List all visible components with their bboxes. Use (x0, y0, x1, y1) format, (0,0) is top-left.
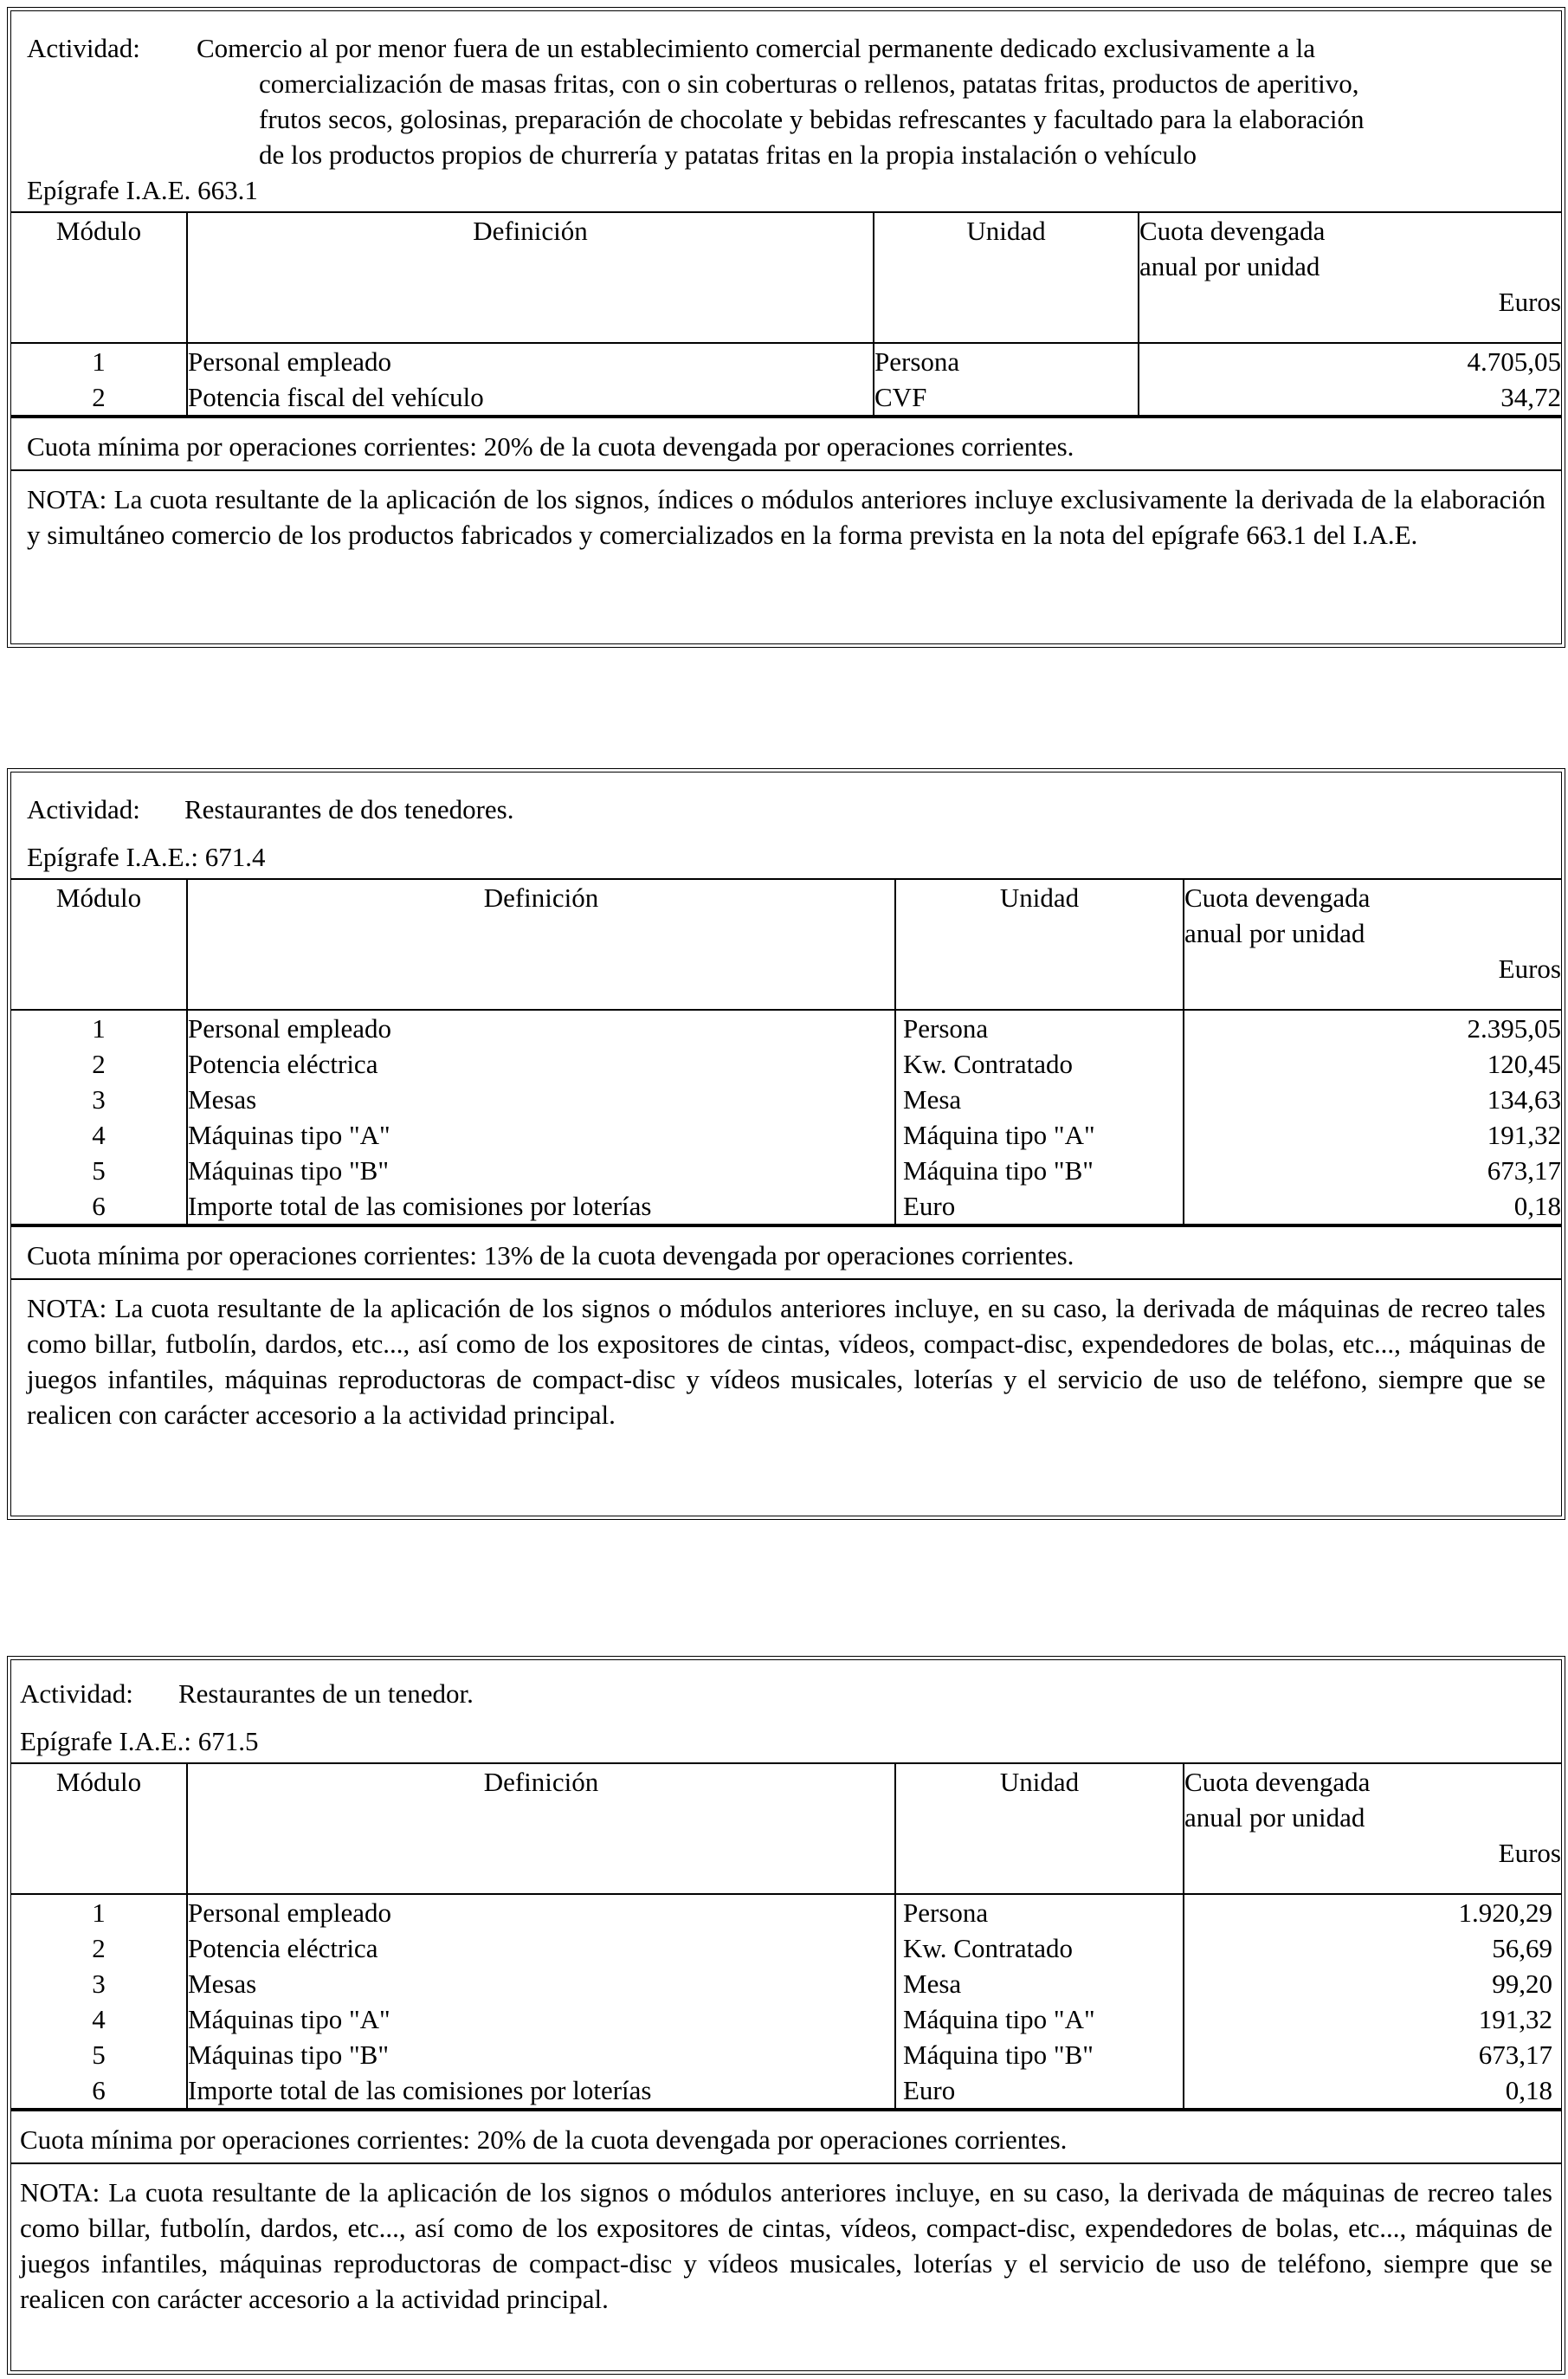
activity-text (197, 30, 1545, 172)
cell-unidad: Kw. Contratado (903, 1049, 1074, 1079)
modules-table (11, 213, 1561, 417)
activity-label: Actividad: (27, 794, 140, 824)
cell-modulo: 4 (92, 2004, 106, 2034)
table-body-row (11, 1010, 1561, 1225)
cuota-minima: Cuota mínima por operaciones corrientes: 13% de la cuota devengada por operaciones corrientes. (11, 1225, 1561, 1280)
col-cuota (1184, 1010, 1561, 1225)
activity-text (184, 792, 1545, 827)
module-block-663-1 (7, 7, 1565, 648)
col-definicion (187, 1010, 895, 1225)
module-block-671-5 (7, 1656, 1565, 2375)
cell-modulo: 4 (92, 1120, 106, 1150)
module-block-inner (10, 1659, 1562, 2371)
col-definicion (187, 1894, 895, 2109)
cell-definicion: Importe total de las comisiones por loterías (188, 2075, 652, 2105)
cell-modulo: 5 (92, 2040, 106, 2070)
col-cuota (1184, 1894, 1561, 2109)
col-modulo (11, 1010, 187, 1225)
header-modulo: Módulo (11, 1764, 187, 1894)
header-cuota-line1: Cuota devengada (1184, 882, 1371, 913)
cell-definicion: Potencia fiscal del vehículo (188, 382, 484, 412)
cell-definicion: Máquinas tipo "B" (188, 1155, 389, 1186)
header-cuota-line1: Cuota devengada (1184, 1767, 1371, 1797)
cell-unidad: Persona (903, 1897, 989, 1928)
cell-modulo: 6 (92, 1191, 106, 1221)
activity-header (11, 11, 1561, 213)
cell-modulo: 6 (92, 2075, 106, 2105)
header-modulo: Módulo (11, 213, 187, 343)
col-modulo (11, 343, 187, 416)
cuota-minima: Cuota mínima por operaciones corrientes: 20% de la cuota devengada por operaciones corrientes. (11, 417, 1561, 471)
modules-table (11, 880, 1561, 1225)
activity-row (20, 1676, 1552, 1711)
activity-line: Restaurantes de dos tenedores. (184, 794, 514, 824)
header-definicion: Definición (187, 880, 895, 1010)
cuota-minima: Cuota mínima por operaciones corrientes: 20% de la cuota devengada por operaciones corrientes. (11, 2110, 1561, 2164)
cell-cuota: 191,32 (1478, 2004, 1552, 2034)
cell-unidad: Euro (903, 2075, 956, 2105)
header-unidad: Unidad (895, 1764, 1184, 1894)
cell-unidad: Persona (903, 1013, 989, 1044)
activity-line: comercialización de masas fritas, con o sin coberturas o rellenos, patatas fritas, productos de aperitivo, (259, 68, 1359, 99)
cell-unidad: Kw. Contratado (903, 1933, 1074, 1963)
epigrafe: Epígrafe I.A.E.: 671.4 (27, 842, 266, 872)
activity-row (27, 792, 1545, 827)
cell-cuota: 134,63 (1487, 1084, 1561, 1115)
activity-header (11, 1660, 1561, 1764)
cell-cuota: 56,69 (1492, 1933, 1552, 1963)
nota: NOTA: La cuota resultante de la aplicación de los signos o módulos anteriores incluye, en su caso, la derivada de máquinas de recreo tales como billar, futbolín, dardos, etc..., así como de los expositores de cintas, vídeos, compact-disc, expendedores de bolas, etc..., máquinas de juegos infantiles, máquinas reproductoras de compact-disc y vídeos musicales, loterías y el servicio de uso de teléfono, siempre que se realicen con carácter accesorio a la actividad principal. (20, 2177, 1552, 2314)
col-unidad (895, 1894, 1184, 2109)
cell-cuota: 0,18 (1505, 2075, 1552, 2105)
header-cuota (1184, 880, 1561, 1010)
epigrafe: Epígrafe I.A.E.: 671.5 (20, 1726, 259, 1756)
activity-header (11, 773, 1561, 880)
cell-modulo: 1 (92, 1897, 106, 1928)
cell-cuota: 4.705,05 (1467, 346, 1561, 377)
cell-unidad: Mesa (903, 1968, 962, 1999)
header-cuota (1139, 213, 1561, 343)
activity-text (178, 1676, 1552, 1711)
header-cuota-line1: Cuota devengada (1139, 216, 1326, 246)
header-unidad: Unidad (895, 880, 1184, 1010)
nota: NOTA: La cuota resultante de la aplicación de los signos o módulos anteriores incluye, en su caso, la derivada de máquinas de recreo tales como billar, futbolín, dardos, etc..., así como de los expositores de cintas, vídeos, compact-disc, expendedores de bolas, etc..., máquinas de juegos infantiles, máquinas reproductoras de compact-disc y vídeos musicales, loterías y el servicio de uso de teléfono, siempre que se realicen con carácter accesorio a la actividad principal. (27, 1293, 1545, 1430)
header-cuota (1184, 1764, 1561, 1894)
cell-cuota: 673,17 (1487, 1155, 1561, 1186)
col-unidad (895, 1010, 1184, 1225)
activity-label: Actividad: (20, 1678, 133, 1709)
col-modulo (11, 1894, 187, 2109)
cell-definicion: Máquinas tipo "B" (188, 2040, 389, 2070)
activity-label: Actividad: (27, 33, 140, 63)
cell-cuota: 0,18 (1513, 1191, 1561, 1221)
modules-table (11, 1764, 1561, 2110)
cell-definicion: Importe total de las comisiones por loterías (188, 1191, 652, 1221)
cell-modulo: 3 (92, 1084, 106, 1115)
header-euros: Euros (1498, 287, 1561, 317)
table-body-row (11, 1894, 1561, 2109)
cell-cuota: 120,45 (1487, 1049, 1561, 1079)
col-cuota (1139, 343, 1561, 416)
cell-unidad: CVF (874, 382, 927, 412)
cell-definicion: Personal empleado (188, 1013, 392, 1044)
cell-modulo: 2 (92, 1933, 106, 1963)
module-block-inner (10, 772, 1562, 1516)
activity-line: frutos secos, golosinas, preparación de chocolate y bebidas refrescantes y facultado para la elaboración (259, 104, 1365, 134)
cell-cuota: 34,72 (1500, 382, 1561, 412)
cell-cuota: 673,17 (1478, 2040, 1552, 2070)
cell-definicion: Mesas (188, 1968, 257, 1999)
table-header-row (11, 213, 1561, 343)
cell-definicion: Personal empleado (188, 1897, 392, 1928)
header-euros: Euros (1498, 1838, 1561, 1868)
table-header-row (11, 880, 1561, 1010)
cell-cuota: 2.395,05 (1467, 1013, 1561, 1044)
cell-definicion: Potencia eléctrica (188, 1933, 378, 1963)
nota: NOTA: La cuota resultante de la aplicación de los signos, índices o módulos anteriores incluye exclusivamente la derivada de la elaboración y simultáneo comercio de los productos fabricados y comercializados en la forma prevista en la nota del epígrafe 663.1 del I.A.E. (27, 484, 1545, 550)
cell-definicion: Mesas (188, 1084, 257, 1115)
cell-definicion: Potencia eléctrica (188, 1049, 378, 1079)
cell-cuota: 191,32 (1487, 1120, 1561, 1150)
header-unidad: Unidad (874, 213, 1139, 343)
header-definicion: Definición (187, 1764, 895, 1894)
header-modulo: Módulo (11, 880, 187, 1010)
table-header-row (11, 1764, 1561, 1894)
activity-line: Restaurantes de un tenedor. (178, 1678, 474, 1709)
header-cuota-line2: anual por unidad (1184, 918, 1365, 948)
cell-modulo: 1 (92, 1013, 106, 1044)
cell-cuota: 99,20 (1492, 1968, 1552, 1999)
cell-cuota: 1.920,29 (1458, 1897, 1552, 1928)
cell-unidad: Mesa (903, 1084, 962, 1115)
cell-modulo: 2 (92, 382, 106, 412)
activity-line: de los productos propios de churrería y patatas fritas en la propia instalación o vehículo (259, 139, 1197, 170)
cell-unidad: Persona (874, 346, 960, 377)
cell-modulo: 2 (92, 1049, 106, 1079)
epigrafe: Epígrafe I.A.E. 663.1 (27, 175, 258, 205)
header-euros: Euros (1498, 954, 1561, 984)
cell-modulo: 3 (92, 1968, 106, 1999)
cell-definicion: Máquinas tipo "A" (188, 1120, 390, 1150)
cell-modulo: 1 (92, 346, 106, 377)
module-block-inner (10, 10, 1562, 644)
header-definicion: Definición (187, 213, 874, 343)
cell-unidad: Máquina tipo "B" (903, 2040, 1094, 2070)
cell-modulo: 5 (92, 1155, 106, 1186)
col-definicion (187, 343, 874, 416)
activity-line: Comercio al por menor fuera de un establecimiento comercial permanente dedicado exclusivamente a la (197, 33, 1315, 63)
table-body-row (11, 343, 1561, 416)
cell-unidad: Máquina tipo "B" (903, 1155, 1094, 1186)
cell-unidad: Máquina tipo "A" (903, 1120, 1095, 1150)
header-cuota-line2: anual por unidad (1184, 1802, 1365, 1833)
cell-definicion: Máquinas tipo "A" (188, 2004, 390, 2034)
cell-unidad: Euro (903, 1191, 956, 1221)
col-unidad (874, 343, 1139, 416)
module-block-671-4 (7, 768, 1565, 1520)
cell-definicion: Personal empleado (188, 346, 392, 377)
activity-row (27, 30, 1545, 172)
cell-unidad: Máquina tipo "A" (903, 2004, 1095, 2034)
header-cuota-line2: anual por unidad (1139, 251, 1320, 281)
